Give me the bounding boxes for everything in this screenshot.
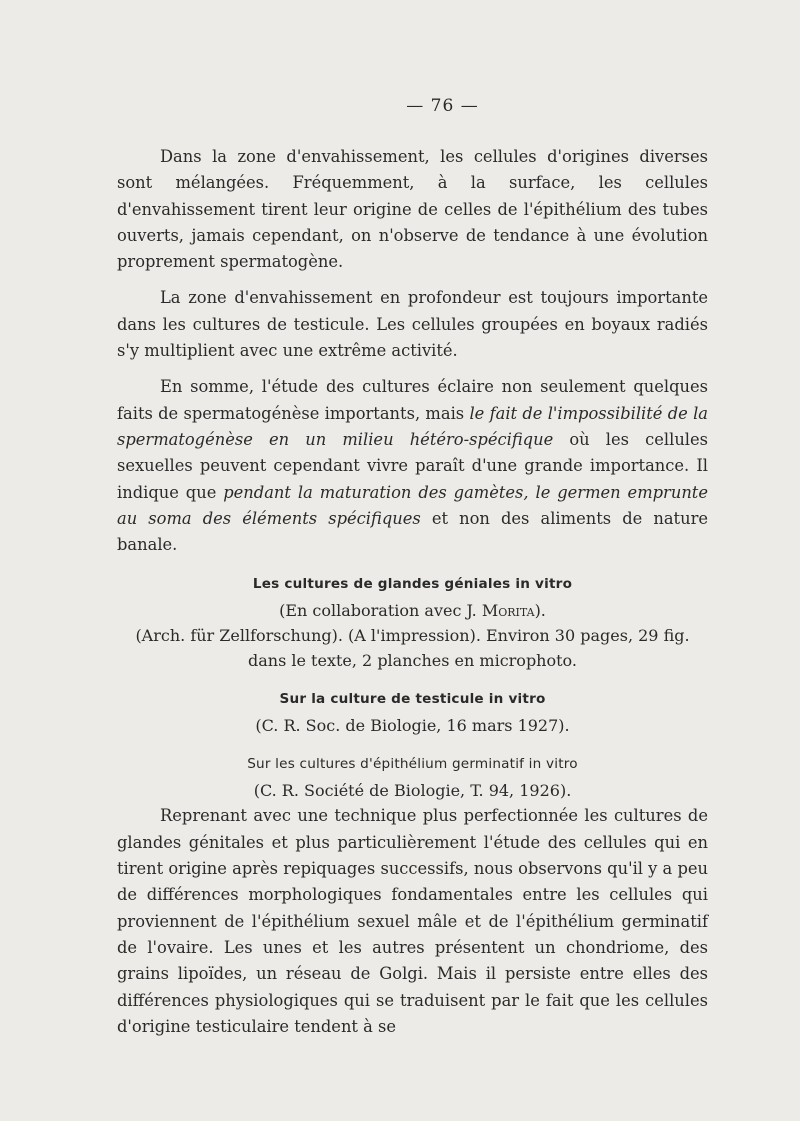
text-run: En somme, l'étude des cultures éclaire non seulement quelques faits de spermatogénèse importants, mais bbox=[117, 377, 708, 423]
reference-cr-1927: (C. R. Soc. de Biologie, 16 mars 1927). bbox=[255, 716, 570, 736]
reference-cr-1926: (C. R. Société de Biologie, T. 94, 1926). bbox=[253, 781, 572, 801]
reference-collaboration bbox=[117, 598, 708, 623]
author-name: Morita bbox=[481, 601, 535, 621]
text-run: (En collaboration avec J. bbox=[279, 601, 482, 621]
page-number: — 76 — bbox=[406, 96, 479, 116]
italic-run: pendant la maturation des gamètes, le germen emprunte au soma des éléments spécifiques bbox=[117, 482, 708, 528]
paragraph-en-somme bbox=[117, 374, 708, 558]
section-heading-culture-testicule: Sur la culture de testicule in vitro bbox=[279, 691, 546, 708]
section-heading-epithelium-germinatif: Sur les cultures d'épithélium germinatif in vitro bbox=[247, 756, 578, 773]
paragraph-profondeur: La zone d'envahissement en profondeur est toujours importante dans les cultures de testicule. Les cellules groupées en boyaux radiés s'y multiplient avec une extrême activité. bbox=[117, 288, 708, 361]
reference-archiv: (Arch. für Zellforschung). (A l'impression). Environ 30 pages, 29 fig. bbox=[135, 626, 690, 646]
paragraph-envahissement: Dans la zone d'envahissement, les cellules d'origines diverses sont mélangées. Fréquemment, à la surface, les cellules d'envahissement tirent leur origine de celles de l'épithélium des tubes ouverts, jamais cependant, on n'observe de tendance à une évolution proprement spermatogène. bbox=[117, 147, 708, 272]
text-run: ). bbox=[534, 601, 546, 621]
section-heading-cultures-glandes: Les cultures de glandes géniales in vitro bbox=[252, 576, 573, 593]
text-run: et non des aliments de nature banale. bbox=[117, 508, 708, 555]
paragraph-reprenant: Reprenant avec une technique plus perfectionnée les cultures de glandes génitales et plus particulièrement l'étude des cellules qui en tirent origine après repiquages successifs, nous observons qu'il y a peu de différences morphologiques fondamentales entre les cellules qui proviennent de l'épithélium sexuel mâle et de l'épithélium germinatif de l'ovaire. Les unes et les autres présentent un chondriome, des grains lipoïdes, un réseau de Golgi. Mais il persiste entre elles des différences physiologiques qui se traduisent par le fait que les cellules d'origine testiculaire tendent à se bbox=[117, 806, 708, 1036]
italic-run: le fait de l'impossibilité de la spermatogénèse en un milieu hétéro-spécifique bbox=[117, 403, 708, 449]
reference-planches: dans le texte, 2 planches en microphoto. bbox=[248, 651, 577, 671]
text-run: où les cellules sexuelles peuvent cependant vivre paraît d'une grande importance. Il indique que bbox=[117, 429, 708, 502]
